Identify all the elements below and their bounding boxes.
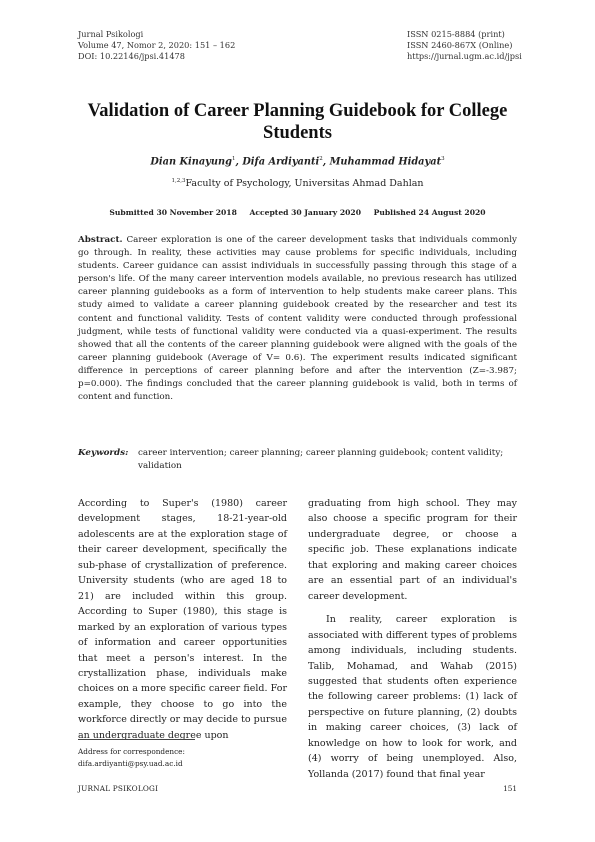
body-column-right: [308, 496, 517, 782]
issn-online: ISSN 2460-867X (Online): [407, 40, 513, 50]
paper-title: Validation of Career Planning Guidebook for College Students: [87, 101, 508, 143]
running-header-left: [78, 29, 235, 62]
volume-info: Volume 47, Nomor 2, 2020: 151 – 162: [78, 40, 236, 50]
body-paragraph: In reality, career exploration is associated with different types of problems among individuals, including students. Talib, Mohamad, and Wahab (2015) suggested that students often experience the following career problems: (1) lack of perspective on future planning, (2) doubts in making career choices, (3) lack of knowledge on how to look for work, and (4) worry of being unemployed. Also, Yollanda (2017) found that final year: [308, 614, 517, 780]
submitted-date: Submitted 30 November 2018: [109, 208, 237, 217]
abstract: [78, 234, 517, 404]
author-name: Dian Kinayung: [150, 156, 232, 168]
correspondence-label: Address for correspondence:: [78, 747, 185, 756]
journal-url[interactable]: https://jurnal.ugm.ac.id/jpsi: [407, 51, 522, 61]
body-column-left: [78, 496, 287, 743]
keywords-label: Keywords:: [78, 448, 129, 458]
correspondence-footnote: [78, 746, 185, 770]
page-number: 151: [503, 784, 517, 793]
footer-journal: JURNAL PSIKOLOGI: [78, 784, 159, 793]
keywords: [78, 447, 517, 473]
published-date: Published 24 August 2020: [373, 208, 486, 217]
body-paragraph: graduating from high school. They may also choose a specific program for their undergraduate degree, or choose a specific job. These explanations indicate that exploring and making career choices are an essential part of an individual's career development.: [308, 498, 517, 602]
author-name: Difa Ardiyanti: [242, 156, 320, 168]
accepted-date: Accepted 30 January 2020: [249, 208, 361, 217]
running-header-right: [407, 29, 522, 62]
issn-print: ISSN 0215-8884 (print): [407, 29, 505, 39]
author-name: Muhammad Hidayat: [329, 156, 442, 168]
publication-dates: [78, 208, 517, 217]
journal-name: Jurnal Psikologi: [78, 29, 144, 39]
correspondence-email[interactable]: difa.ardiyanti@psy.uad.ac.id: [78, 759, 183, 768]
affiliation: $^{1,2,3}$Faculty of Psychology, Universitas Ahmad Dahlan: [171, 178, 424, 190]
body-paragraph: According to Super's (1980) career development stages, 18-21-year-old adolescents are at the exploration stage of their career development, specifically the sub-phase of crystallization of preference. University students (who are aged 18 to 21) are included within this group. According to Super (1980), this stage is marked by an exploration of various types of information and career opportunities that meet a person's interest. In the crystallization phase, individuals make choices on a more specific career field. For example, they choose to go into the workforce directly or may decide to pursue an undergraduate degree upon: [78, 498, 287, 741]
doi: DOI: 10.22146/jpsi.41478: [78, 51, 185, 61]
keywords-text: career intervention; career planning; career planning guidebook; content validity; validation: [138, 448, 504, 472]
footnote-divider: [78, 739, 195, 740]
author-list: Dian Kinayung$^1$, Difa Ardiyanti$^2$, Muhammad Hidayat$^3$: [150, 156, 445, 168]
abstract-text: Career exploration is one of the career development tasks that individuals commonly go through. In reality, these activities may cause problems for specific individuals, including students. Career guidance can assist individuals in successfully passing through this stage of a person's life. Of the many career intervention models available, no previous research has utilized career planning guidebooks as a form of intervention to help students make career plans. This study aimed to validate a career planning guidebook created by the researcher and test its content and functional validity. Tests of content validity were conducted through professional judgment, while tests of functional validity were conducted via a quasi-experiment. The results showed that all the contents of the career planning guidebook were aligned with the goals of the career planning guidebook (Average of V= 0.6). The experiment results indicated significant difference in perceptions of career planning before and after the intervention (Z=-3.987; p=0.000). The findings concluded that the career planning guidebook is valid, both in terms of content and function.: [78, 235, 517, 403]
abstract-label: Abstract.: [78, 235, 123, 245]
